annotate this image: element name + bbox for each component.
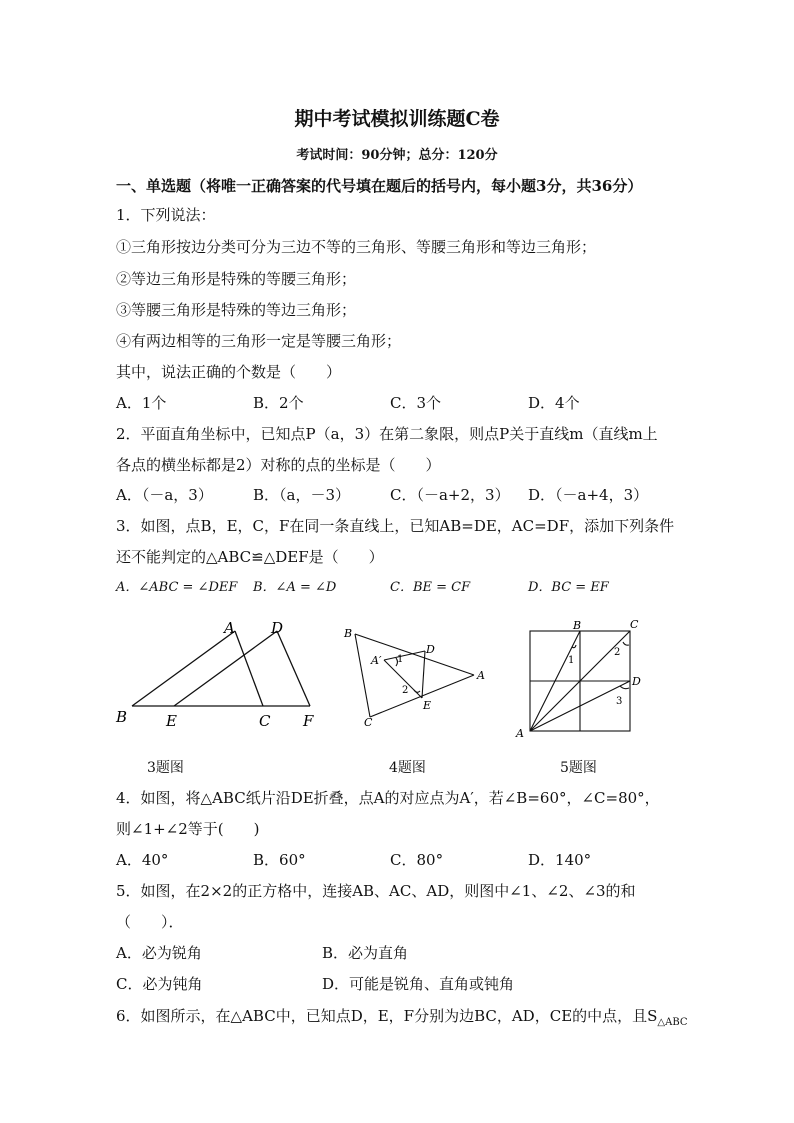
q4-option-a: A．40°: [116, 851, 169, 869]
q4-option-b: B．60°: [253, 851, 306, 869]
page-subtitle: 考试时间：90分钟；总分：120分: [296, 148, 498, 163]
q2-option-d: D．（－a+4，3）: [528, 486, 649, 504]
fig4-label-1: 1: [397, 654, 404, 665]
fig4-label-b: B: [344, 627, 353, 640]
fig4-label-e: E: [423, 699, 432, 712]
q4-option-c: C．80°: [390, 851, 444, 869]
fig3-label-d: D: [271, 619, 284, 637]
fig3-label-c: C: [259, 712, 271, 730]
fig3-label-f: F: [303, 712, 314, 730]
figure-3-caption: 3题图: [147, 760, 184, 776]
fig4-label-a: A: [477, 669, 485, 682]
q5-line-2: （ ）．: [116, 913, 184, 931]
q1-option-a: A．1个: [116, 394, 167, 412]
q5-line-1: 5．如图，在2×2的正方格中，连接AB、AC、AD，则图中∠1、∠2、∠3的和: [116, 882, 636, 900]
q4-option-d: D．140°: [528, 851, 592, 869]
page-title: 期中考试模拟训练题C卷: [294, 108, 500, 130]
figure-4-caption: 4题图: [389, 760, 426, 776]
fig5-label-d: D: [632, 675, 641, 688]
q1-statement-2: ②等边三角形是特殊的等腰三角形；: [116, 270, 357, 288]
fig5-label-2: 2: [614, 647, 621, 658]
fig5-label-3: 3: [616, 696, 623, 707]
figure-4-folded-triangle: [340, 622, 490, 727]
q5-option-d: D．可能是锐角、直角或钝角: [322, 975, 515, 993]
q1-ask: 其中，说法正确的个数是（ ）: [116, 363, 342, 381]
fig3-label-a: A: [224, 619, 235, 637]
figure-5-grid: [512, 615, 647, 740]
q2-option-c: C．（－a+2，3）: [390, 486, 510, 504]
fig5-label-a: A: [516, 727, 524, 740]
q6-text: 6．如图所示，在△ABC中，已知点D，E，F分别为边BC，AD，CE的中点，且S: [116, 1007, 658, 1025]
q5-option-c: C．必为钝角: [116, 975, 203, 993]
q1-option-c: C．3个: [390, 394, 442, 412]
q1-option-b: B．2个: [253, 394, 304, 412]
q2-line-2: 各点的横坐标都是2）对称的点的坐标是（ ）: [116, 456, 441, 474]
fig5-label-b: B: [573, 619, 582, 632]
fig3-label-e: E: [166, 712, 177, 730]
q3-line-1: 3．如图，点B，E，C，F在同一条直线上，已知AB=DE，AC=DF，添加下列条件: [116, 517, 675, 535]
q6-subscript: △ABC: [657, 1017, 688, 1028]
fig4-label-2: 2: [402, 685, 409, 696]
fig4-label-d: D: [426, 643, 435, 656]
q1-statement-1: ①三角形按边分类可分为三边不等的三角形、等腰三角形和等边三角形；: [116, 238, 597, 256]
q1-statement-3: ③等腰三角形是特殊的等边三角形；: [116, 301, 357, 319]
q1-option-d: D．4个: [528, 394, 580, 412]
fig4-label-a-prime: A′: [371, 654, 382, 667]
fig3-label-b: B: [116, 708, 128, 726]
q4-line-1: 4．如图，将△ABC纸片沿DE折叠，点A的对应点为A′，若∠B=60°，∠C=80°，: [116, 789, 660, 807]
q1-statement-4: ④有两边相等的三角形一定是等腰三角形；: [116, 332, 402, 350]
q2-line-1: 2．平面直角坐标中，已知点P（a，3）在第二象限，则点P关于直线m（直线m上: [116, 425, 658, 443]
q3-option-d: D．BC = EF: [528, 580, 609, 595]
q3-line-2: 还不能判定的△ABC≌△DEF是（ ）: [116, 548, 384, 566]
figure-3-triangles: [110, 615, 330, 735]
section-heading: 一、单选题（将唯一正确答案的代号填在题后的括号内，每小题3分，共36分）: [116, 177, 643, 195]
fig4-label-c: C: [364, 716, 373, 727]
fig5-label-c: C: [630, 618, 639, 631]
q3-option-b: B．∠A = ∠D: [253, 580, 337, 595]
q2-option-b: B．（a，－3）: [253, 486, 351, 504]
fig5-label-1: 1: [568, 655, 575, 666]
q1-stem: 1．下列说法：: [116, 206, 216, 224]
q5-option-b: B．必为直角: [322, 944, 409, 962]
q3-option-a: A．∠ABC = ∠DEF: [116, 580, 238, 595]
q3-option-c: C．BE = CF: [390, 580, 471, 595]
q6-line-1: [116, 1006, 688, 1033]
q5-option-a: A．必为锐角: [116, 944, 202, 962]
q4-line-2: 则∠1+∠2等于( ): [116, 820, 260, 838]
figure-5-caption: 5题图: [560, 760, 597, 776]
q2-option-a: A．（－a，3）: [116, 486, 213, 504]
